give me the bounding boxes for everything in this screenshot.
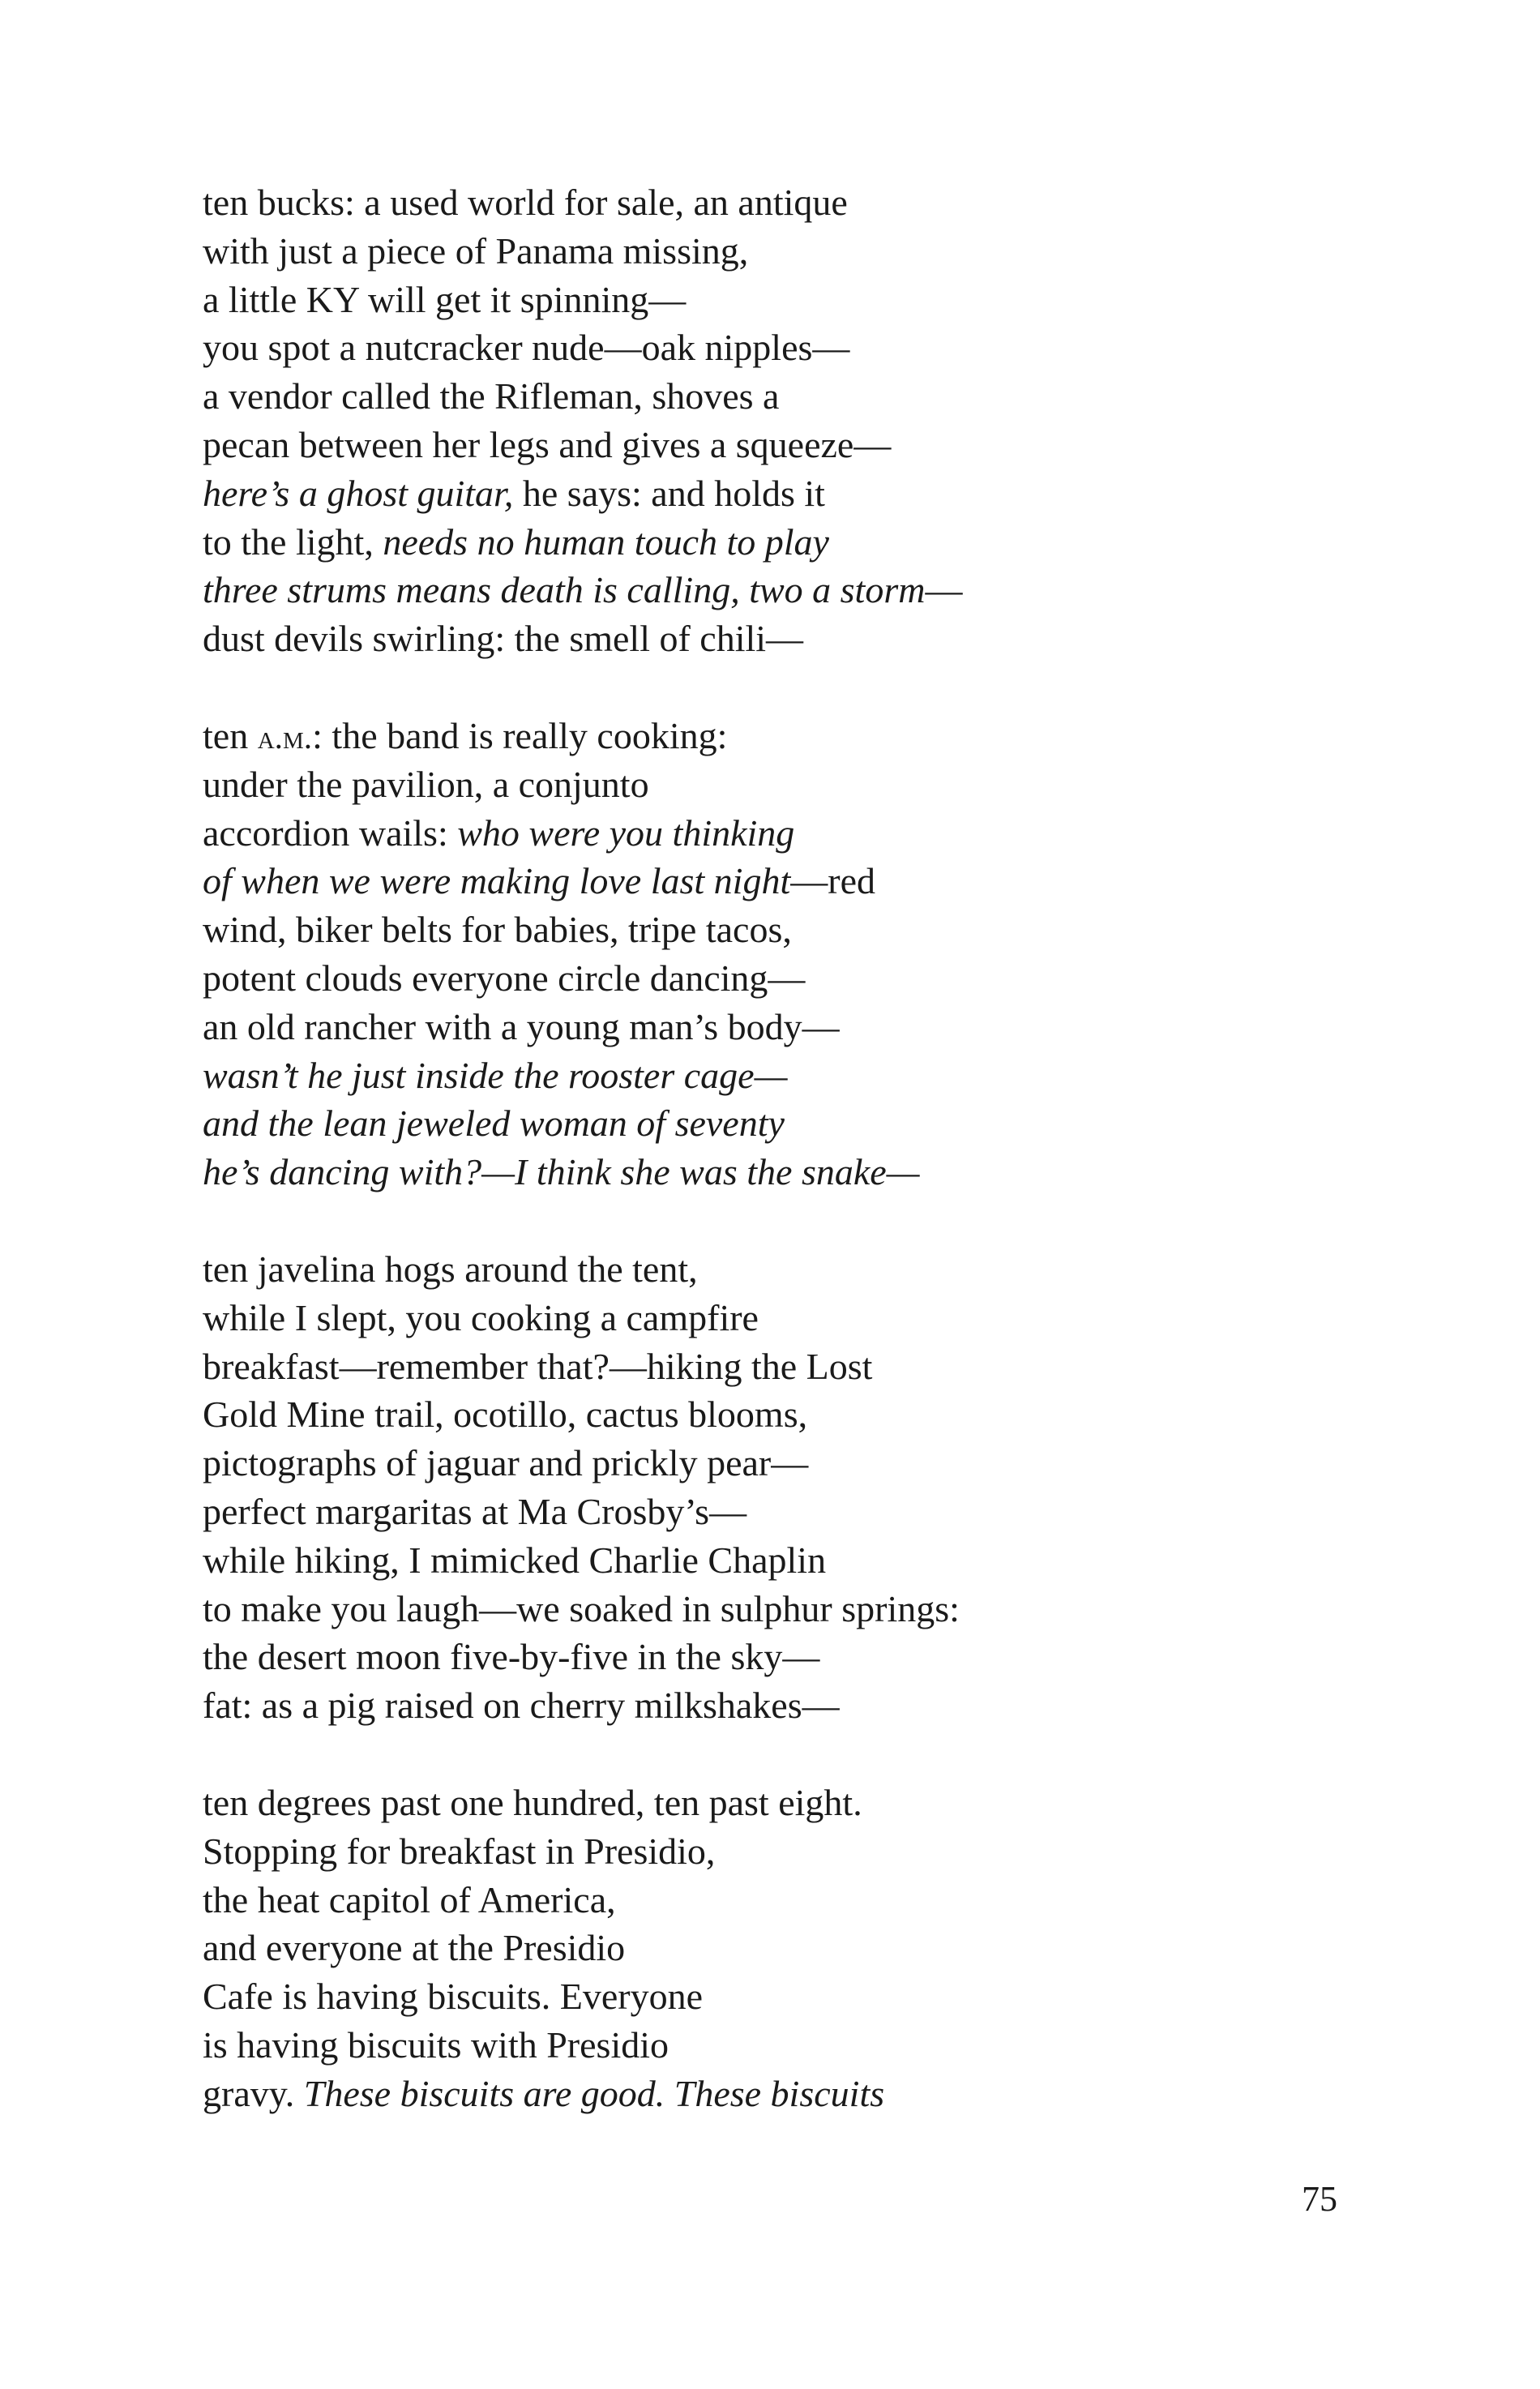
poem-body xyxy=(203,178,1378,2118)
poem-line xyxy=(203,469,1378,518)
italic-text: here’s a ghost guitar, xyxy=(203,472,514,514)
text-segment: to the light, xyxy=(203,520,383,563)
poem-line xyxy=(203,954,1378,1003)
poem-line xyxy=(203,1488,1378,1536)
text-segment: ten bucks: a used world for sale, an antique xyxy=(203,182,848,223)
text-segment: pictographs of jaguar and prickly pear— xyxy=(203,1442,809,1484)
text-segment: fat: as a pig raised on cherry milkshakes— xyxy=(203,1685,840,1727)
text-segment: and everyone at the Presidio xyxy=(203,1927,626,1969)
poem-line xyxy=(203,276,1378,324)
italic-text: and the lean jeweled woman of seventy xyxy=(203,1102,785,1145)
text-segment: ten javelina hogs around the tent, xyxy=(203,1248,698,1290)
poem-line xyxy=(203,1439,1378,1488)
text-segment: — xyxy=(925,569,963,611)
text-segment: pecan between her legs and gives a squeeze— xyxy=(203,423,892,465)
poem-line xyxy=(203,809,1378,858)
text-segment: Stopping for breakfast in Presidio, xyxy=(203,1830,716,1872)
italic-text: he’s dancing with?—I think she was the snake— xyxy=(203,1151,920,1193)
text-segment: accordion wails: xyxy=(203,811,458,854)
poem-line xyxy=(203,1924,1378,1972)
text-segment: while hiking, I mimicked Charlie Chaplin xyxy=(203,1539,827,1581)
poem-line xyxy=(203,1827,1378,1876)
poem-line xyxy=(203,2021,1378,2070)
text-segment: perfect margaritas at Ma Crosby’s— xyxy=(203,1490,747,1532)
text-segment: to make you laugh—we soaked in sulphur springs: xyxy=(203,1587,960,1629)
stanza xyxy=(203,1779,1378,2118)
poem-line xyxy=(203,421,1378,469)
text-segment: Cafe is having biscuits. Everyone xyxy=(203,1976,704,2018)
text-segment: while I slept, you cooking a campfire xyxy=(203,1296,759,1338)
poem-line xyxy=(203,1876,1378,1924)
text-segment: with just a piece of Panama missing, xyxy=(203,229,749,272)
poem-line xyxy=(203,227,1378,276)
text-segment: an old rancher with a young man’s body— xyxy=(203,1005,840,1047)
poem-line xyxy=(203,857,1378,906)
text-segment: : the band is really cooking: xyxy=(312,714,728,756)
poem-line xyxy=(203,372,1378,421)
poem-line xyxy=(203,1148,1378,1197)
poem-line xyxy=(203,614,1378,663)
text-segment: you spot a nutcracker nude—oak nipples— xyxy=(203,327,850,369)
stanza xyxy=(203,712,1378,1197)
text-segment: ten xyxy=(203,714,258,756)
poem-line xyxy=(203,1779,1378,1827)
text-segment: is having biscuits with Presidio xyxy=(203,2023,669,2066)
italic-text: wasn’t he just inside the rooster cage— xyxy=(203,1054,788,1096)
text-segment: a vendor called the Rifleman, shoves a xyxy=(203,375,780,417)
poem-line xyxy=(203,323,1378,372)
poem-line xyxy=(203,1294,1378,1342)
poem-line xyxy=(203,906,1378,954)
text-segment: a.m. xyxy=(257,717,313,756)
poem-line xyxy=(203,1972,1378,2021)
italic-text: These biscuits are good. These biscuits xyxy=(303,2072,885,2114)
text-segment: he says: and holds it xyxy=(513,472,825,514)
poem-line xyxy=(203,1390,1378,1439)
poem-line xyxy=(203,518,1378,567)
poem-line xyxy=(203,566,1378,614)
poem-line xyxy=(203,178,1378,227)
poem-line xyxy=(203,1536,1378,1585)
poem-line xyxy=(203,760,1378,809)
text-segment: dust devils swirling: the smell of chili— xyxy=(203,618,804,660)
page-number: 75 xyxy=(1302,2179,1337,2219)
text-segment: —red xyxy=(790,860,875,902)
text-segment: the heat capitol of America, xyxy=(203,1878,616,1920)
poem-line xyxy=(203,1245,1378,1294)
text-segment: breakfast—remember that?—hiking the Lost xyxy=(203,1345,873,1387)
text-segment: Gold Mine trail, ocotillo, cactus blooms, xyxy=(203,1394,808,1436)
italic-text: three strums means death is calling, two a storm xyxy=(203,569,926,611)
poem-line xyxy=(203,2070,1378,2118)
poem-line xyxy=(203,1585,1378,1633)
text-segment: ten degrees past one hundred, ten past eight. xyxy=(203,1781,862,1823)
italic-text: who were you thinking xyxy=(457,811,795,854)
italic-text: needs no human touch to play xyxy=(383,520,829,563)
poem-line xyxy=(203,712,1378,760)
italic-text: of when we were making love last night xyxy=(203,860,791,902)
poem-line xyxy=(203,1051,1378,1100)
text-segment: wind, biker belts for babies, tripe tacos, xyxy=(203,909,792,951)
poem-line xyxy=(203,1003,1378,1051)
text-segment: potent clouds everyone circle dancing— xyxy=(203,957,806,999)
poem-line xyxy=(203,1099,1378,1148)
poem-line xyxy=(203,1681,1378,1730)
text-segment: under the pavilion, a conjunto xyxy=(203,763,649,805)
poem-line xyxy=(203,1342,1378,1391)
stanza xyxy=(203,1245,1378,1730)
text-segment: gravy. xyxy=(203,2072,304,2114)
text-segment: a little KY will get it spinning— xyxy=(203,278,687,320)
text-segment: the desert moon five-by-five in the sky— xyxy=(203,1636,820,1678)
stanza xyxy=(203,178,1378,663)
poem-line xyxy=(203,1633,1378,1681)
